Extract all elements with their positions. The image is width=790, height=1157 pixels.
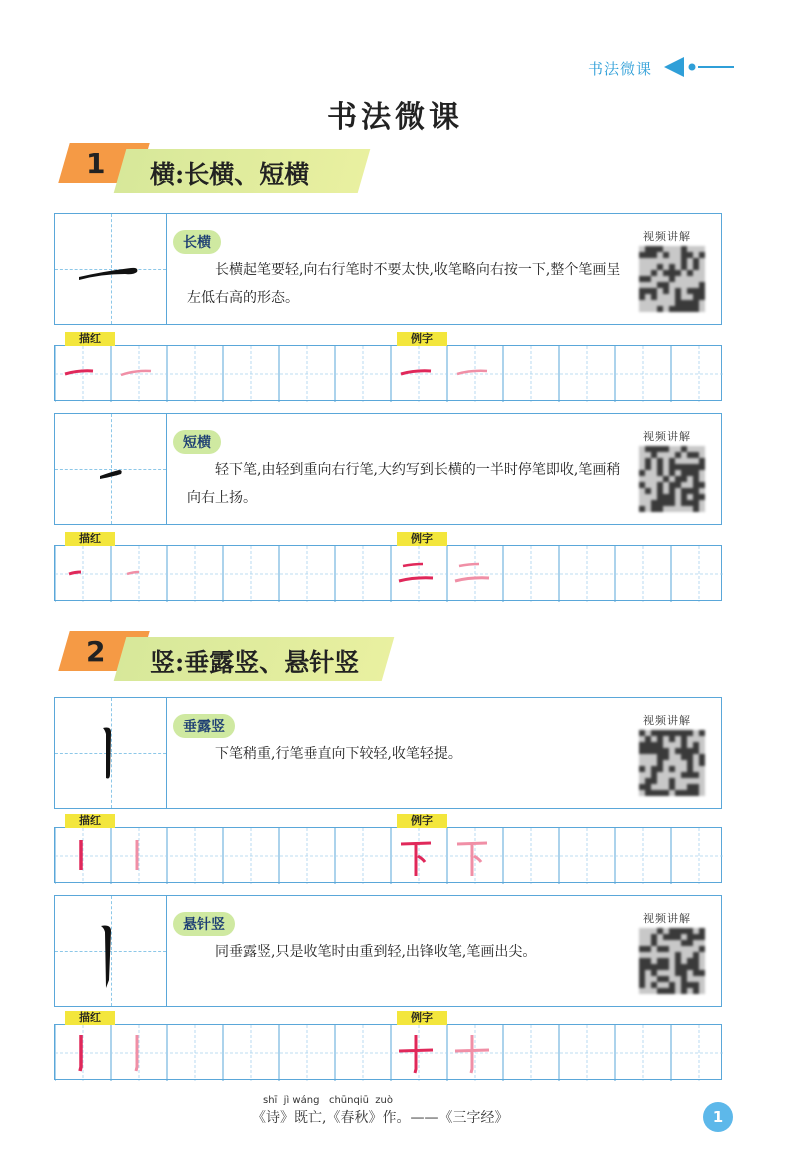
section-number: 1 <box>86 147 106 180</box>
example-tab: 例字 <box>397 332 447 346</box>
stroke-name-label: 短横 <box>173 430 221 454</box>
example-tab: 例字 <box>397 1011 447 1025</box>
practice-grid <box>55 346 723 402</box>
practice-grid-dew-vertical <box>54 814 722 883</box>
stroke-card-long-horizontal <box>54 213 722 325</box>
qr-code-icon[interactable] <box>639 446 705 512</box>
header-arrow-icon <box>664 55 736 79</box>
section-header-2 <box>64 631 394 681</box>
qr-code-icon[interactable] <box>639 730 705 796</box>
stroke-card-dew-vertical <box>54 697 722 809</box>
short-horizontal-stroke-glyph <box>55 414 167 526</box>
footer-pinyin: shī jì wáng chūnqiū zuò <box>263 1095 393 1106</box>
glyph-box <box>55 414 167 524</box>
trace-tab: 描红 <box>65 1011 115 1025</box>
glyph-box <box>55 896 167 1006</box>
qr-code-icon[interactable] <box>639 246 705 312</box>
page-title: 书法微课 <box>327 100 463 135</box>
trace-tab: 描红 <box>65 814 115 828</box>
stroke-name-label: 长横 <box>173 230 221 254</box>
glyph-box <box>55 214 167 324</box>
practice-grid-short-horizontal <box>54 532 722 601</box>
practice-grid <box>55 546 723 602</box>
stroke-description: 长横起笔要轻,向右行笔时不要太快,收笔略向右按一下,整个笔画呈左低右高的形态。 <box>187 262 621 306</box>
stroke-description: 同垂露竖,只是收笔时由重到轻,出锋收笔,笔画出尖。 <box>215 944 537 960</box>
glyph-box <box>55 698 167 808</box>
stroke-name-label: 悬针竖 <box>173 912 235 936</box>
example-tab: 例字 <box>397 814 447 828</box>
trace-tab: 描红 <box>65 532 115 546</box>
dew-vertical-stroke-glyph <box>55 698 167 810</box>
video-label: 视频讲解 <box>643 714 691 727</box>
stroke-name-label: 垂露竖 <box>173 714 235 738</box>
video-label: 视频讲解 <box>643 430 691 443</box>
header-tag: 书法微课 <box>588 60 653 78</box>
practice-grid <box>55 828 723 884</box>
stroke-description: 轻下笔,由轻到重向右行笔,大约写到长横的一半时停笔即收,笔画稍向右上扬。 <box>187 462 621 506</box>
stroke-card-needle-vertical <box>54 895 722 1007</box>
section-number: 2 <box>86 635 106 668</box>
qr-code-icon[interactable] <box>639 928 705 994</box>
video-label: 视频讲解 <box>643 230 691 243</box>
video-label: 视频讲解 <box>643 912 691 925</box>
section-header-1 <box>64 143 374 193</box>
stroke-card-short-horizontal <box>54 413 722 525</box>
stroke-description: 下笔稍重,行笔垂直向下较轻,收笔轻提。 <box>215 746 462 762</box>
needle-vertical-stroke-glyph <box>55 896 167 1008</box>
practice-grid-long-horizontal <box>54 332 722 401</box>
trace-tab: 描红 <box>65 332 115 346</box>
practice-grid <box>55 1025 723 1081</box>
long-horizontal-stroke-glyph <box>55 214 167 326</box>
section-title: 竖:垂露竖、悬针竖 <box>150 648 360 677</box>
footer-quote: 《诗》既亡,《春秋》作。——《三字经》 <box>252 1110 509 1126</box>
example-tab: 例字 <box>397 532 447 546</box>
practice-grid-needle-vertical <box>54 1011 722 1080</box>
page-number: 1 <box>703 1102 733 1132</box>
section-title: 横:长横、短横 <box>150 160 310 189</box>
